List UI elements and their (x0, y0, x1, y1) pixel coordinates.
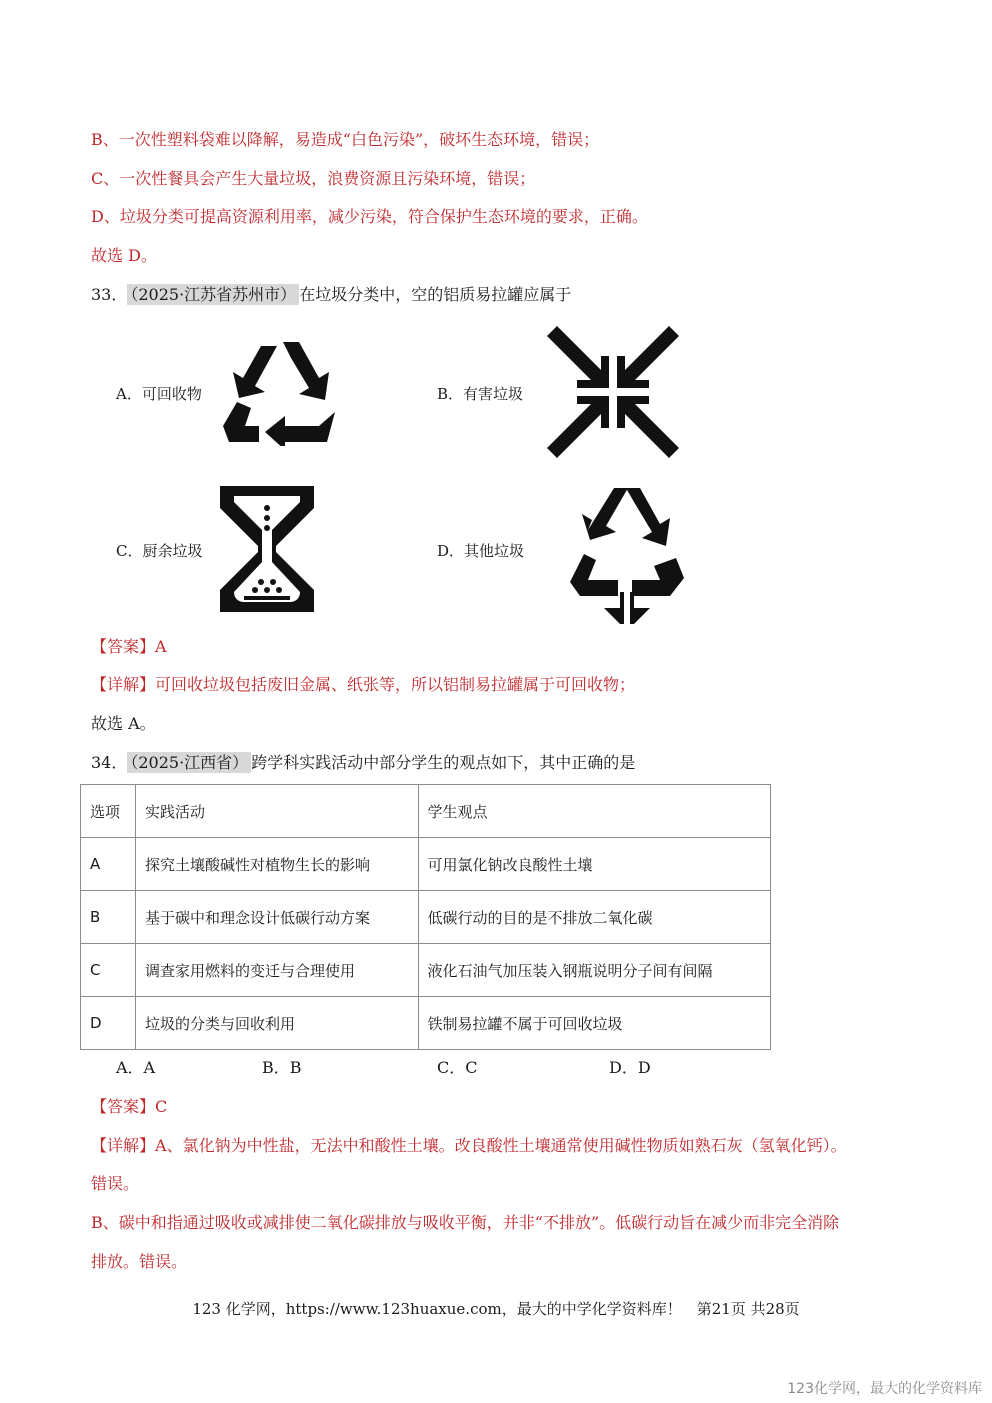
header-viewpoint: 学生观点 (418, 785, 770, 838)
table-row (81, 891, 771, 944)
q33-option-d: D．其他垃圾 (437, 542, 525, 560)
detail-tag: 【详解】 (91, 675, 156, 694)
row-option: C (81, 944, 136, 997)
q33-choice: 故选 A。 (91, 714, 156, 733)
row-viewpoint: 低碳行动的目的是不排放二氧化碳 (418, 891, 770, 944)
explanation-b-line: B、一次性塑料袋难以降解，易造成“白色污染”，破坏生态环境，错误； (91, 130, 600, 149)
other-waste-icon (566, 484, 688, 624)
q34-detail-a-cont: 错误。 (91, 1174, 140, 1193)
q34-stem (91, 752, 635, 774)
table-header-row (81, 785, 771, 838)
row-option: D (81, 997, 136, 1050)
q34-number: 34． (91, 753, 128, 772)
q34-source: （2025·江西省） (127, 752, 251, 773)
q32-choice: 故选 D。 (91, 246, 157, 265)
detail-tag: 【详解】 (91, 1136, 156, 1155)
row-viewpoint: 铁制易拉罐不属于可回收垃圾 (418, 997, 770, 1050)
answer-value: C (155, 1097, 168, 1116)
row-activity: 探究土壤酸碱性对植物生长的影响 (135, 838, 418, 891)
answer-value: A (155, 637, 167, 656)
q34-answer (91, 1096, 167, 1118)
q34-question: 跨学科实践活动中部分学生的观点如下，其中正确的是 (251, 753, 636, 772)
table-row (81, 997, 771, 1050)
row-activity: 基于碳中和理念设计低碳行动方案 (135, 891, 418, 944)
q33-question: 在垃圾分类中，空的铝质易拉罐应属于 (299, 285, 572, 304)
row-option: A (81, 838, 136, 891)
watermark: 123化学网，最大的化学资料库 (787, 1381, 982, 1397)
answer-tag: 【答案】 (91, 1097, 156, 1116)
header-activity: 实践活动 (135, 785, 418, 838)
q33-option-c: C．厨余垃圾 (116, 542, 203, 560)
q34-choice-b: B．B (262, 1058, 302, 1077)
detail-text: A、氯化钠为中性盐，无法中和酸性土壤。改良酸性土壤通常使用碱性物质如熟石灰（氢氧化钙）。 (155, 1136, 847, 1155)
q33-option-b: B．有害垃圾 (437, 385, 524, 403)
q33-option-a: A．可回收物 (116, 385, 202, 403)
page-footer: 123 化学网，https://www.123huaxue.com，最大的中学化学资料库！ 第21页 共28页 (192, 1300, 800, 1318)
kitchen-waste-icon (220, 486, 314, 612)
detail-text: 可回收垃圾包括废旧金属、纸张等，所以铝制易拉罐属于可回收物； (155, 675, 636, 694)
header-option: 选项 (81, 785, 136, 838)
q34-table (80, 784, 771, 1050)
hazardous-icon (547, 326, 679, 458)
row-option: B (81, 891, 136, 944)
q33-answer (91, 636, 167, 658)
q33-stem (91, 284, 571, 306)
q34-detail-b: B、碳中和指通过吸收或减排使二氧化碳排放与吸收平衡，并非“不排放”。低碳行动旨在减少而非完全消除 (91, 1213, 840, 1232)
explanation-d-line: D、垃圾分类可提高资源利用率，减少污染，符合保护生态环境的要求，正确。 (91, 207, 648, 226)
q34-detail-b-cont: 排放。错误。 (91, 1252, 188, 1271)
q34-choice-c: C．C (437, 1058, 478, 1077)
q33-number: 33． (91, 285, 128, 304)
q34-choice-a: A．A (116, 1058, 156, 1077)
explanation-c-line: C、一次性餐具会产生大量垃圾，浪费资源且污染环境，错误； (91, 169, 536, 188)
table-row (81, 838, 771, 891)
row-activity: 垃圾的分类与回收利用 (135, 997, 418, 1050)
row-viewpoint: 可用氯化钠改良酸性土壤 (418, 838, 770, 891)
recycle-icon (219, 338, 339, 446)
table-row (81, 944, 771, 997)
row-activity: 调查家用燃料的变迁与合理使用 (135, 944, 418, 997)
q34-detail-a (91, 1135, 847, 1157)
row-viewpoint: 液化石油气加压装入钢瓶说明分子间有间隔 (418, 944, 770, 997)
q34-choice-d: D．D (609, 1058, 651, 1077)
q33-source: （2025·江苏省苏州市） (127, 284, 299, 305)
q33-detail (91, 674, 635, 696)
answer-tag: 【答案】 (91, 637, 156, 656)
